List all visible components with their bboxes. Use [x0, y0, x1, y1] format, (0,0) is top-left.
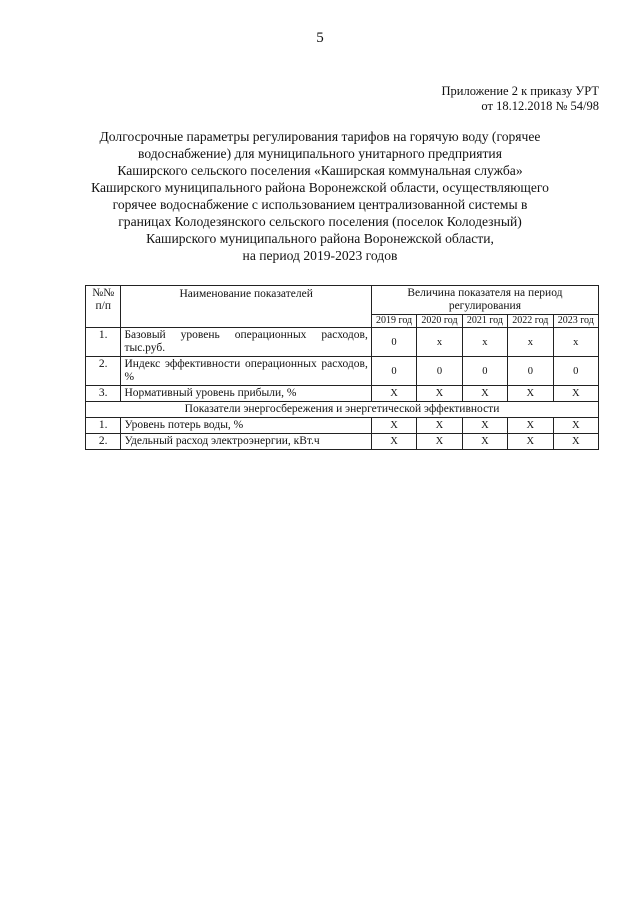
appendix-reference [442, 84, 600, 114]
row-value: Х [371, 418, 416, 434]
table-row [86, 418, 599, 434]
section-header-row [86, 402, 599, 418]
row-value: 0 [371, 328, 416, 357]
table-row [86, 434, 599, 450]
parameters-table [85, 285, 599, 450]
row-number: 1. [86, 328, 121, 357]
table-row [86, 328, 599, 357]
header-number: №№ п/п [86, 286, 121, 328]
title-line: Каширского сельского поселения «Каширская коммунальная служба» [117, 163, 523, 178]
row-value: x [553, 328, 598, 357]
row-value: 0 [553, 357, 598, 386]
row-indicator: Базовый уровень операционных расходов, тыс.руб. [121, 328, 371, 357]
header-year: 2023 год [553, 315, 598, 328]
document-title [60, 128, 580, 264]
row-value: Х [371, 386, 416, 402]
row-number: 3. [86, 386, 121, 402]
header-year: 2020 год [417, 315, 462, 328]
title-line: Каширского муниципального района Воронежской области, осуществляющего [91, 180, 549, 195]
header-indicator-name: Наименование показателей [121, 286, 371, 328]
row-value: 0 [462, 357, 507, 386]
page-number: 5 [316, 30, 324, 46]
section-title: Показатели энергосбережения и энергетической эффективности [86, 402, 599, 418]
title-line: горячее водоснабжение с использованием централизованной системы в [112, 197, 528, 212]
row-number: 2. [86, 357, 121, 386]
table-row [86, 386, 599, 402]
row-indicator: Индекс эффективности операционных расходов, % [121, 357, 371, 386]
row-number: 1. [86, 418, 121, 434]
row-value: Х [462, 434, 507, 450]
row-value: Х [508, 386, 553, 402]
row-indicator: Нормативный уровень прибыли, % [121, 386, 371, 402]
row-value: 0 [508, 357, 553, 386]
header-value: Величина показателя на период регулирования [371, 286, 598, 315]
row-value: Х [508, 434, 553, 450]
row-value: 0 [371, 357, 416, 386]
row-value: Х [553, 418, 598, 434]
row-value: x [508, 328, 553, 357]
row-value: x [417, 328, 462, 357]
table-row [86, 357, 599, 386]
row-value: Х [417, 418, 462, 434]
row-value: Х [508, 418, 553, 434]
row-value: Х [417, 386, 462, 402]
row-indicator: Удельный расход электроэнергии, кВт.ч [121, 434, 371, 450]
row-number: 2. [86, 434, 121, 450]
header-year: 2022 год [508, 315, 553, 328]
appendix-line-1: Приложение 2 к приказу УРТ [441, 84, 599, 98]
row-indicator: Уровень потерь воды, % [121, 418, 371, 434]
table-header-row [86, 286, 599, 315]
title-line: Долгосрочные параметры регулирования тарифов на горячую воду (горячее [99, 129, 541, 144]
row-value: Х [553, 386, 598, 402]
title-line: Каширского муниципального района Воронежской области, [146, 231, 494, 246]
row-value: 0 [417, 357, 462, 386]
title-line: водоснабжение) для муниципального унитарного предприятия [138, 146, 502, 161]
row-value: Х [371, 434, 416, 450]
row-value: Х [462, 418, 507, 434]
title-line: границах Колодезянского сельского поселения (поселок Колодезный) [118, 214, 522, 229]
header-year: 2021 год [462, 315, 507, 328]
title-line: на период 2019-2023 годов [242, 248, 398, 263]
row-value: x [462, 328, 507, 357]
row-value: Х [462, 386, 507, 402]
appendix-line-2: от 18.12.2018 № 54/98 [481, 99, 599, 113]
row-value: Х [417, 434, 462, 450]
row-value: Х [553, 434, 598, 450]
header-year: 2019 год [371, 315, 416, 328]
